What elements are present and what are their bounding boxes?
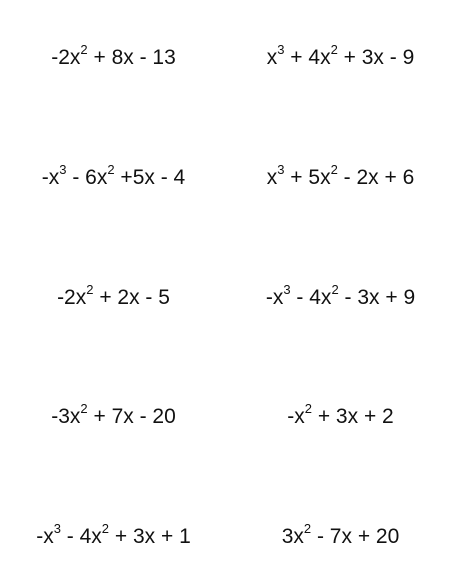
exponent: 2 xyxy=(330,42,338,57)
term-text: + 2x - 5 xyxy=(93,286,170,309)
polynomial xyxy=(0,523,227,551)
polynomial xyxy=(0,284,227,312)
exponent: 2 xyxy=(331,282,339,297)
term-text: -x xyxy=(265,286,284,309)
term-text: - 4x xyxy=(60,525,102,548)
term-text: + 5x xyxy=(284,166,331,189)
polynomial xyxy=(227,284,454,312)
term-text: - 6x xyxy=(66,166,108,189)
term-text: + 8x - 13 xyxy=(87,46,176,69)
exponent: 2 xyxy=(101,521,110,536)
term-text: -2x xyxy=(51,46,81,69)
exponent: 2 xyxy=(330,162,338,177)
polynomial xyxy=(0,164,227,192)
term-text: + 3x + 2 xyxy=(312,405,394,428)
exponent: 2 xyxy=(80,42,88,57)
term-text: -x xyxy=(36,525,54,548)
term-text: x xyxy=(266,166,278,189)
exponent: 2 xyxy=(80,401,88,416)
exponent: 2 xyxy=(86,282,94,297)
term-text: - 4x xyxy=(290,286,332,309)
term-text: - 2x + 6 xyxy=(337,166,415,189)
polynomial xyxy=(227,523,454,551)
exponent: 3 xyxy=(59,162,67,177)
term-text: -3x xyxy=(51,405,81,428)
exponent: 3 xyxy=(283,282,291,297)
polynomial xyxy=(227,403,454,431)
term-text: + 3x + 1 xyxy=(109,525,191,548)
polynomial xyxy=(227,44,454,72)
polynomial xyxy=(227,164,454,192)
term-text: + 3x - 9 xyxy=(337,46,415,69)
exponent: 2 xyxy=(303,521,312,536)
polynomial xyxy=(0,44,227,72)
exponent: 3 xyxy=(53,521,61,536)
term-text: + 7x - 20 xyxy=(87,405,176,428)
term-text: x xyxy=(266,46,278,69)
exponent: 3 xyxy=(277,162,285,177)
exponent: 2 xyxy=(107,162,115,177)
term-text: - 3x + 9 xyxy=(338,286,416,309)
polynomial xyxy=(0,403,227,431)
term-text: +5x - 4 xyxy=(114,166,186,189)
term-text: -2x xyxy=(57,286,87,309)
exponent: 3 xyxy=(277,42,285,57)
term-text: 3x xyxy=(281,525,304,548)
term-text: -x xyxy=(287,405,305,428)
term-text: - 7x + 20 xyxy=(311,525,400,548)
term-text: + 4x xyxy=(284,46,331,69)
term-text: -x xyxy=(41,166,60,189)
exponent: 2 xyxy=(304,401,312,416)
